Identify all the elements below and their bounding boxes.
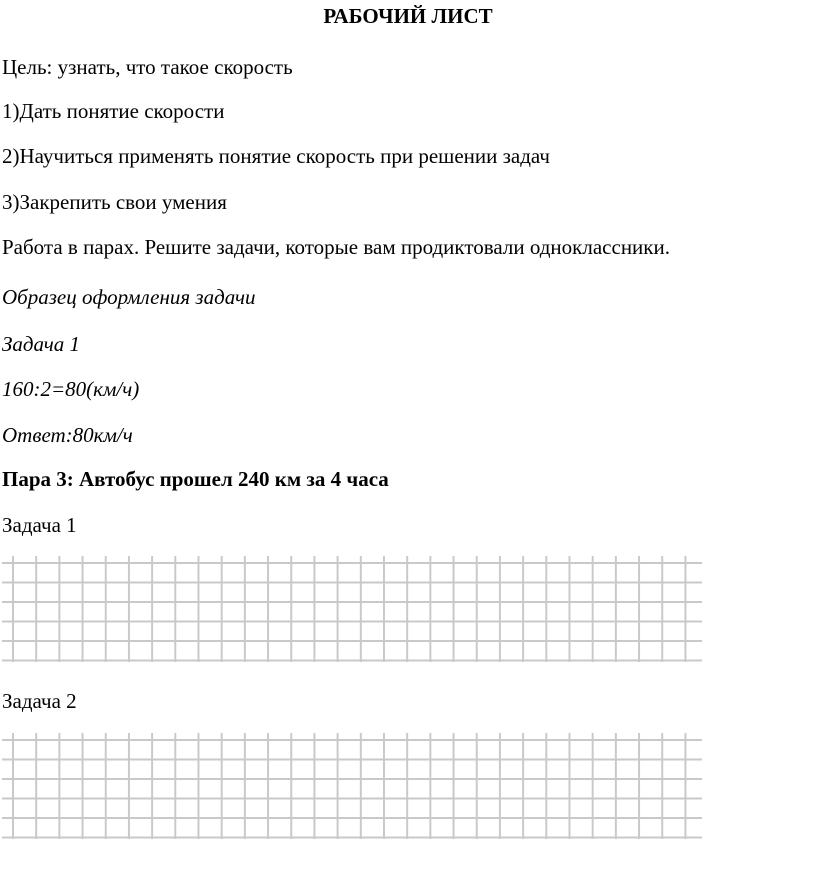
step-3: 3)Закрепить свои умения	[2, 190, 227, 214]
pair-task: Пара 3: Автобус прошел 240 км за 4 часа	[2, 467, 389, 491]
task-2-answer-grid[interactable]	[2, 733, 702, 839]
step-2: 2)Научиться применять понятие скорость при решении задач	[2, 144, 550, 168]
example-task-label: Задача 1	[2, 332, 81, 356]
task-2-label: Задача 2	[2, 689, 77, 713]
task-1-answer-grid[interactable]	[2, 556, 702, 662]
example-answer: Ответ:80км/ч	[2, 423, 133, 447]
page-title: РАБОЧИЙ ЛИСТ	[323, 4, 493, 28]
task-1-label: Задача 1	[2, 513, 77, 537]
example-heading: Образец оформления задачи	[2, 285, 256, 309]
step-1: 1)Дать понятие скорости	[2, 99, 225, 123]
example-calculation: 160:2=80(км/ч)	[2, 377, 140, 401]
instruction-text: Работа в парах. Решите задачи, которые вам продиктовали одноклассники.	[2, 235, 670, 259]
goal-text: Цель: узнать, что такое скорость	[2, 55, 293, 79]
